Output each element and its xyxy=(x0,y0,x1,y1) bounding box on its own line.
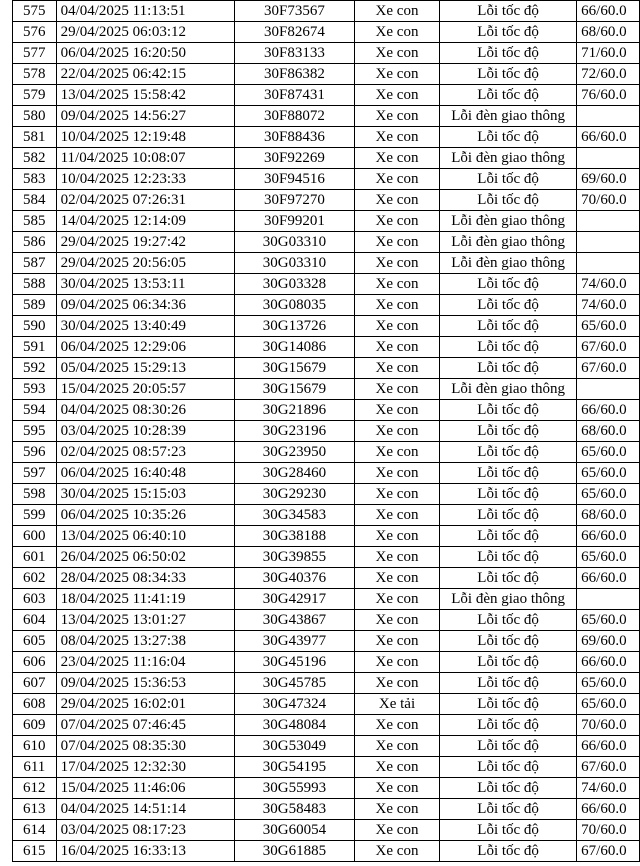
speed-reading-cell: 65/60.0 xyxy=(577,610,640,631)
vehicle-type-cell: Xe con xyxy=(354,106,439,127)
row-number-cell: 610 xyxy=(13,736,57,757)
violation-time-cell: 09/04/2025 15:36:53 xyxy=(56,673,234,694)
vehicle-type-cell: Xe con xyxy=(354,568,439,589)
violation-type-cell: Lỗi tốc độ xyxy=(440,484,577,505)
violation-type-cell: Lỗi tốc độ xyxy=(440,841,577,862)
violation-time-cell: 23/04/2025 11:16:04 xyxy=(56,652,234,673)
table-row xyxy=(13,358,640,379)
violations-table xyxy=(12,0,640,862)
vehicle-type-cell: Xe con xyxy=(354,253,439,274)
license-plate-cell: 30G42917 xyxy=(234,589,354,610)
violation-type-cell: Lỗi đèn giao thông xyxy=(440,589,577,610)
violation-time-cell: 09/04/2025 14:56:27 xyxy=(56,106,234,127)
table-row xyxy=(13,568,640,589)
vehicle-type-cell: Xe con xyxy=(354,736,439,757)
speed-reading-cell: 70/60.0 xyxy=(577,715,640,736)
vehicle-type-cell: Xe con xyxy=(354,631,439,652)
violation-time-cell: 02/04/2025 07:26:31 xyxy=(56,190,234,211)
speed-reading-cell xyxy=(577,589,640,610)
violation-time-cell: 15/04/2025 20:05:57 xyxy=(56,379,234,400)
license-plate-cell: 30G28460 xyxy=(234,463,354,484)
table-row xyxy=(13,22,640,43)
vehicle-type-cell: Xe con xyxy=(354,22,439,43)
violation-type-cell: Lỗi tốc độ xyxy=(440,442,577,463)
vehicle-type-cell: Xe con xyxy=(354,505,439,526)
row-number-cell: 594 xyxy=(13,400,57,421)
license-plate-cell: 30G29230 xyxy=(234,484,354,505)
vehicle-type-cell: Xe con xyxy=(354,232,439,253)
violation-type-cell: Lỗi tốc độ xyxy=(440,799,577,820)
license-plate-cell: 30G03328 xyxy=(234,274,354,295)
table-row xyxy=(13,253,640,274)
row-number-cell: 606 xyxy=(13,652,57,673)
violation-type-cell: Lỗi đèn giao thông xyxy=(440,379,577,400)
table-row xyxy=(13,820,640,841)
violation-time-cell: 29/04/2025 16:02:01 xyxy=(56,694,234,715)
license-plate-cell: 30F82674 xyxy=(234,22,354,43)
table-row xyxy=(13,1,640,22)
violation-type-cell: Lỗi tốc độ xyxy=(440,295,577,316)
violation-type-cell: Lỗi tốc độ xyxy=(440,568,577,589)
violation-time-cell: 04/04/2025 11:13:51 xyxy=(56,1,234,22)
violation-type-cell: Lỗi tốc độ xyxy=(440,547,577,568)
table-row xyxy=(13,547,640,568)
license-plate-cell: 30G21896 xyxy=(234,400,354,421)
row-number-cell: 585 xyxy=(13,211,57,232)
speed-reading-cell: 65/60.0 xyxy=(577,694,640,715)
violation-time-cell: 29/04/2025 06:03:12 xyxy=(56,22,234,43)
violation-type-cell: Lỗi tốc độ xyxy=(440,169,577,190)
violation-type-cell: Lỗi tốc độ xyxy=(440,316,577,337)
vehicle-type-cell: Xe con xyxy=(354,463,439,484)
violation-time-cell: 13/04/2025 15:58:42 xyxy=(56,85,234,106)
row-number-cell: 588 xyxy=(13,274,57,295)
row-number-cell: 578 xyxy=(13,64,57,85)
speed-reading-cell: 66/60.0 xyxy=(577,652,640,673)
license-plate-cell: 30G60054 xyxy=(234,820,354,841)
table-row xyxy=(13,442,640,463)
row-number-cell: 591 xyxy=(13,337,57,358)
speed-reading-cell: 69/60.0 xyxy=(577,169,640,190)
violation-type-cell: Lỗi tốc độ xyxy=(440,337,577,358)
row-number-cell: 579 xyxy=(13,85,57,106)
violation-time-cell: 05/04/2025 15:29:13 xyxy=(56,358,234,379)
license-plate-cell: 30F73567 xyxy=(234,1,354,22)
row-number-cell: 614 xyxy=(13,820,57,841)
violation-time-cell: 28/04/2025 08:34:33 xyxy=(56,568,234,589)
violation-time-cell: 03/04/2025 08:17:23 xyxy=(56,820,234,841)
speed-reading-cell: 66/60.0 xyxy=(577,799,640,820)
vehicle-type-cell: Xe con xyxy=(354,526,439,547)
speed-reading-cell xyxy=(577,211,640,232)
violation-type-cell: Lỗi tốc độ xyxy=(440,274,577,295)
row-number-cell: 599 xyxy=(13,505,57,526)
speed-reading-cell: 67/60.0 xyxy=(577,337,640,358)
table-row xyxy=(13,505,640,526)
speed-reading-cell: 65/60.0 xyxy=(577,316,640,337)
row-number-cell: 595 xyxy=(13,421,57,442)
violation-time-cell: 26/04/2025 06:50:02 xyxy=(56,547,234,568)
license-plate-cell: 30F87431 xyxy=(234,85,354,106)
violation-time-cell: 08/04/2025 13:27:38 xyxy=(56,631,234,652)
speed-reading-cell xyxy=(577,253,640,274)
license-plate-cell: 30G48084 xyxy=(234,715,354,736)
violation-type-cell: Lỗi tốc độ xyxy=(440,400,577,421)
license-plate-cell: 30G23950 xyxy=(234,442,354,463)
row-number-cell: 609 xyxy=(13,715,57,736)
row-number-cell: 605 xyxy=(13,631,57,652)
vehicle-type-cell: Xe con xyxy=(354,43,439,64)
table-row xyxy=(13,274,640,295)
violation-type-cell: Lỗi tốc độ xyxy=(440,64,577,85)
violation-time-cell: 07/04/2025 08:35:30 xyxy=(56,736,234,757)
violation-type-cell: Lỗi tốc độ xyxy=(440,820,577,841)
license-plate-cell: 30F83133 xyxy=(234,43,354,64)
vehicle-type-cell: Xe con xyxy=(354,400,439,421)
row-number-cell: 583 xyxy=(13,169,57,190)
license-plate-cell: 30G15679 xyxy=(234,379,354,400)
violation-type-cell: Lỗi đèn giao thông xyxy=(440,232,577,253)
row-number-cell: 602 xyxy=(13,568,57,589)
violation-type-cell: Lỗi tốc độ xyxy=(440,463,577,484)
violation-time-cell: 11/04/2025 10:08:07 xyxy=(56,148,234,169)
violation-type-cell: Lỗi tốc độ xyxy=(440,1,577,22)
license-plate-cell: 30G58483 xyxy=(234,799,354,820)
violation-type-cell: Lỗi tốc độ xyxy=(440,505,577,526)
row-number-cell: 593 xyxy=(13,379,57,400)
violation-type-cell: Lỗi tốc độ xyxy=(440,736,577,757)
speed-reading-cell: 76/60.0 xyxy=(577,85,640,106)
table-row xyxy=(13,673,640,694)
speed-reading-cell: 71/60.0 xyxy=(577,43,640,64)
speed-reading-cell xyxy=(577,106,640,127)
vehicle-type-cell: Xe con xyxy=(354,757,439,778)
table-row xyxy=(13,715,640,736)
violation-time-cell: 04/04/2025 14:51:14 xyxy=(56,799,234,820)
speed-reading-cell: 65/60.0 xyxy=(577,463,640,484)
violation-time-cell: 18/04/2025 11:41:19 xyxy=(56,589,234,610)
violation-time-cell: 06/04/2025 12:29:06 xyxy=(56,337,234,358)
license-plate-cell: 30F99201 xyxy=(234,211,354,232)
vehicle-type-cell: Xe con xyxy=(354,190,439,211)
violation-time-cell: 13/04/2025 13:01:27 xyxy=(56,610,234,631)
speed-reading-cell: 67/60.0 xyxy=(577,757,640,778)
vehicle-type-cell: Xe con xyxy=(354,169,439,190)
table-row xyxy=(13,43,640,64)
table-row xyxy=(13,211,640,232)
violation-type-cell: Lỗi tốc độ xyxy=(440,127,577,148)
speed-reading-cell: 74/60.0 xyxy=(577,778,640,799)
table-row xyxy=(13,127,640,148)
row-number-cell: 608 xyxy=(13,694,57,715)
violation-type-cell: Lỗi đèn giao thông xyxy=(440,253,577,274)
violation-time-cell: 30/04/2025 13:40:49 xyxy=(56,316,234,337)
vehicle-type-cell: Xe con xyxy=(354,589,439,610)
license-plate-cell: 30F88072 xyxy=(234,106,354,127)
violation-time-cell: 13/04/2025 06:40:10 xyxy=(56,526,234,547)
violation-time-cell: 15/04/2025 11:46:06 xyxy=(56,778,234,799)
license-plate-cell: 30G45196 xyxy=(234,652,354,673)
table-row xyxy=(13,526,640,547)
table-row xyxy=(13,694,640,715)
row-number-cell: 582 xyxy=(13,148,57,169)
violation-time-cell: 02/04/2025 08:57:23 xyxy=(56,442,234,463)
vehicle-type-cell: Xe con xyxy=(354,274,439,295)
license-plate-cell: 30G40376 xyxy=(234,568,354,589)
speed-reading-cell: 70/60.0 xyxy=(577,190,640,211)
table-row xyxy=(13,295,640,316)
row-number-cell: 581 xyxy=(13,127,57,148)
row-number-cell: 604 xyxy=(13,610,57,631)
row-number-cell: 615 xyxy=(13,841,57,862)
table-row xyxy=(13,316,640,337)
speed-reading-cell: 69/60.0 xyxy=(577,631,640,652)
row-number-cell: 596 xyxy=(13,442,57,463)
row-number-cell: 597 xyxy=(13,463,57,484)
violation-time-cell: 10/04/2025 12:19:48 xyxy=(56,127,234,148)
table-row xyxy=(13,484,640,505)
violation-type-cell: Lỗi tốc độ xyxy=(440,757,577,778)
license-plate-cell: 30G54195 xyxy=(234,757,354,778)
row-number-cell: 580 xyxy=(13,106,57,127)
violation-type-cell: Lỗi đèn giao thông xyxy=(440,106,577,127)
vehicle-type-cell: Xe con xyxy=(354,484,439,505)
table-row xyxy=(13,610,640,631)
vehicle-type-cell: Xe con xyxy=(354,85,439,106)
table-row xyxy=(13,652,640,673)
license-plate-cell: 30G43867 xyxy=(234,610,354,631)
row-number-cell: 600 xyxy=(13,526,57,547)
vehicle-type-cell: Xe con xyxy=(354,652,439,673)
row-number-cell: 613 xyxy=(13,799,57,820)
violation-time-cell: 10/04/2025 12:23:33 xyxy=(56,169,234,190)
vehicle-type-cell: Xe con xyxy=(354,127,439,148)
table-row xyxy=(13,106,640,127)
row-number-cell: 598 xyxy=(13,484,57,505)
license-plate-cell: 30F88436 xyxy=(234,127,354,148)
vehicle-type-cell: Xe con xyxy=(354,421,439,442)
table-row xyxy=(13,232,640,253)
violation-time-cell: 06/04/2025 10:35:26 xyxy=(56,505,234,526)
violation-type-cell: Lỗi tốc độ xyxy=(440,22,577,43)
violation-type-cell: Lỗi tốc độ xyxy=(440,358,577,379)
table-row xyxy=(13,841,640,862)
violation-time-cell: 14/04/2025 12:14:09 xyxy=(56,211,234,232)
violation-time-cell: 04/04/2025 08:30:26 xyxy=(56,400,234,421)
license-plate-cell: 30G38188 xyxy=(234,526,354,547)
license-plate-cell: 30G45785 xyxy=(234,673,354,694)
violation-type-cell: Lỗi đèn giao thông xyxy=(440,148,577,169)
speed-reading-cell: 66/60.0 xyxy=(577,736,640,757)
table-row xyxy=(13,631,640,652)
violation-type-cell: Lỗi tốc độ xyxy=(440,43,577,64)
violation-type-cell: Lỗi tốc độ xyxy=(440,631,577,652)
table-row xyxy=(13,85,640,106)
vehicle-type-cell: Xe con xyxy=(354,211,439,232)
vehicle-type-cell: Xe con xyxy=(354,799,439,820)
speed-reading-cell: 68/60.0 xyxy=(577,421,640,442)
row-number-cell: 612 xyxy=(13,778,57,799)
vehicle-type-cell: Xe con xyxy=(354,715,439,736)
table-row xyxy=(13,799,640,820)
table-row xyxy=(13,379,640,400)
vehicle-type-cell: Xe con xyxy=(354,148,439,169)
speed-reading-cell: 72/60.0 xyxy=(577,64,640,85)
row-number-cell: 586 xyxy=(13,232,57,253)
table-row xyxy=(13,337,640,358)
license-plate-cell: 30G55993 xyxy=(234,778,354,799)
vehicle-type-cell: Xe con xyxy=(354,358,439,379)
violation-time-cell: 07/04/2025 07:46:45 xyxy=(56,715,234,736)
row-number-cell: 603 xyxy=(13,589,57,610)
table-row xyxy=(13,190,640,211)
table-row xyxy=(13,421,640,442)
speed-reading-cell xyxy=(577,148,640,169)
violation-type-cell: Lỗi tốc độ xyxy=(440,694,577,715)
license-plate-cell: 30G14086 xyxy=(234,337,354,358)
vehicle-type-cell: Xe con xyxy=(354,1,439,22)
violation-type-cell: Lỗi tốc độ xyxy=(440,526,577,547)
violation-time-cell: 16/04/2025 16:33:13 xyxy=(56,841,234,862)
vehicle-type-cell: Xe con xyxy=(354,673,439,694)
license-plate-cell: 30G34583 xyxy=(234,505,354,526)
row-number-cell: 575 xyxy=(13,1,57,22)
row-number-cell: 590 xyxy=(13,316,57,337)
table-row xyxy=(13,64,640,85)
table-body xyxy=(13,1,640,862)
vehicle-type-cell: Xe con xyxy=(354,64,439,85)
vehicle-type-cell: Xe con xyxy=(354,337,439,358)
vehicle-type-cell: Xe con xyxy=(354,610,439,631)
table-row xyxy=(13,589,640,610)
row-number-cell: 611 xyxy=(13,757,57,778)
violation-time-cell: 22/04/2025 06:42:15 xyxy=(56,64,234,85)
violation-time-cell: 09/04/2025 06:34:36 xyxy=(56,295,234,316)
vehicle-type-cell: Xe con xyxy=(354,841,439,862)
vehicle-type-cell: Xe con xyxy=(354,547,439,568)
violation-time-cell: 06/04/2025 16:20:50 xyxy=(56,43,234,64)
vehicle-type-cell: Xe con xyxy=(354,778,439,799)
vehicle-type-cell: Xe con xyxy=(354,295,439,316)
speed-reading-cell: 66/60.0 xyxy=(577,526,640,547)
vehicle-type-cell: Xe con xyxy=(354,379,439,400)
license-plate-cell: 30G43977 xyxy=(234,631,354,652)
license-plate-cell: 30G03310 xyxy=(234,253,354,274)
violation-time-cell: 03/04/2025 10:28:39 xyxy=(56,421,234,442)
violation-type-cell: Lỗi tốc độ xyxy=(440,421,577,442)
speed-reading-cell: 68/60.0 xyxy=(577,22,640,43)
speed-reading-cell: 65/60.0 xyxy=(577,442,640,463)
row-number-cell: 576 xyxy=(13,22,57,43)
speed-reading-cell: 68/60.0 xyxy=(577,505,640,526)
license-plate-cell: 30F94516 xyxy=(234,169,354,190)
table-row xyxy=(13,736,640,757)
license-plate-cell: 30F86382 xyxy=(234,64,354,85)
violation-type-cell: Lỗi tốc độ xyxy=(440,85,577,106)
table-row xyxy=(13,757,640,778)
speed-reading-cell: 70/60.0 xyxy=(577,820,640,841)
speed-reading-cell: 65/60.0 xyxy=(577,673,640,694)
speed-reading-cell: 66/60.0 xyxy=(577,400,640,421)
violation-type-cell: Lỗi tốc độ xyxy=(440,652,577,673)
table-row xyxy=(13,778,640,799)
row-number-cell: 587 xyxy=(13,253,57,274)
speed-reading-cell: 66/60.0 xyxy=(577,1,640,22)
table-row xyxy=(13,400,640,421)
license-plate-cell: 30G23196 xyxy=(234,421,354,442)
speed-reading-cell: 66/60.0 xyxy=(577,568,640,589)
license-plate-cell: 30G53049 xyxy=(234,736,354,757)
speed-reading-cell: 74/60.0 xyxy=(577,295,640,316)
license-plate-cell: 30G15679 xyxy=(234,358,354,379)
violation-type-cell: Lỗi tốc độ xyxy=(440,190,577,211)
license-plate-cell: 30G47324 xyxy=(234,694,354,715)
speed-reading-cell: 65/60.0 xyxy=(577,547,640,568)
violation-time-cell: 30/04/2025 15:15:03 xyxy=(56,484,234,505)
speed-reading-cell: 74/60.0 xyxy=(577,274,640,295)
speed-reading-cell: 65/60.0 xyxy=(577,484,640,505)
violation-type-cell: Lỗi đèn giao thông xyxy=(440,211,577,232)
speed-reading-cell xyxy=(577,379,640,400)
speed-reading-cell xyxy=(577,232,640,253)
license-plate-cell: 30G08035 xyxy=(234,295,354,316)
violation-time-cell: 29/04/2025 20:56:05 xyxy=(56,253,234,274)
license-plate-cell: 30G39855 xyxy=(234,547,354,568)
license-plate-cell: 30G03310 xyxy=(234,232,354,253)
license-plate-cell: 30F97270 xyxy=(234,190,354,211)
row-number-cell: 592 xyxy=(13,358,57,379)
speed-reading-cell: 67/60.0 xyxy=(577,841,640,862)
table-row xyxy=(13,463,640,484)
row-number-cell: 589 xyxy=(13,295,57,316)
violation-time-cell: 30/04/2025 13:53:11 xyxy=(56,274,234,295)
row-number-cell: 584 xyxy=(13,190,57,211)
violation-type-cell: Lỗi tốc độ xyxy=(440,610,577,631)
vehicle-type-cell: Xe con xyxy=(354,442,439,463)
speed-reading-cell: 67/60.0 xyxy=(577,358,640,379)
row-number-cell: 601 xyxy=(13,547,57,568)
violation-time-cell: 29/04/2025 19:27:42 xyxy=(56,232,234,253)
table-row xyxy=(13,169,640,190)
violation-type-cell: Lỗi tốc độ xyxy=(440,715,577,736)
license-plate-cell: 30F92269 xyxy=(234,148,354,169)
violation-type-cell: Lỗi tốc độ xyxy=(440,673,577,694)
vehicle-type-cell: Xe con xyxy=(354,316,439,337)
vehicle-type-cell: Xe con xyxy=(354,820,439,841)
license-plate-cell: 30G61885 xyxy=(234,841,354,862)
violation-type-cell: Lỗi tốc độ xyxy=(440,778,577,799)
table-row xyxy=(13,148,640,169)
vehicle-type-cell: Xe tải xyxy=(354,694,439,715)
speed-reading-cell: 66/60.0 xyxy=(577,127,640,148)
license-plate-cell: 30G13726 xyxy=(234,316,354,337)
row-number-cell: 577 xyxy=(13,43,57,64)
violation-time-cell: 06/04/2025 16:40:48 xyxy=(56,463,234,484)
row-number-cell: 607 xyxy=(13,673,57,694)
violation-time-cell: 17/04/2025 12:32:30 xyxy=(56,757,234,778)
